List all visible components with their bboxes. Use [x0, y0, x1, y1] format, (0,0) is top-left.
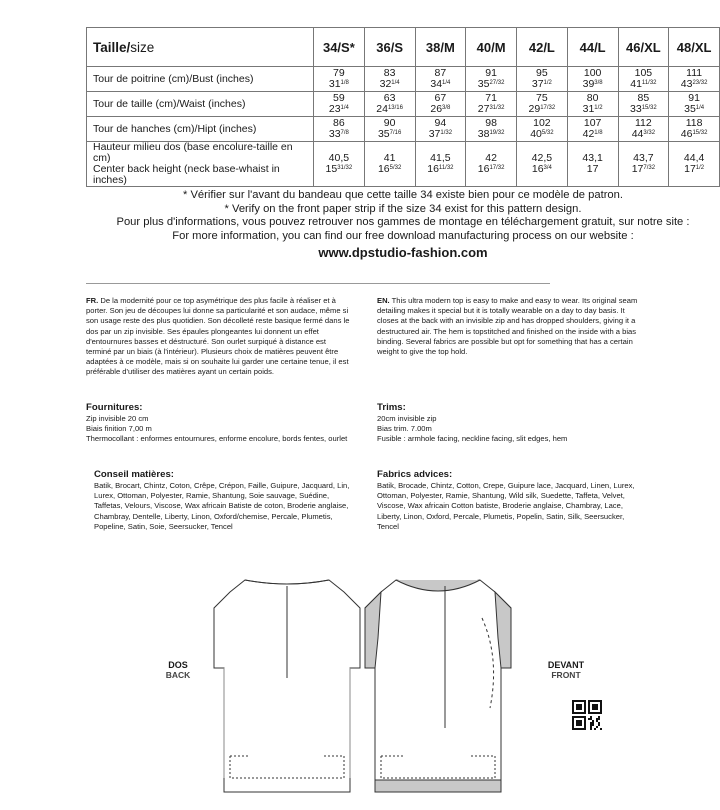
inch-value: [517, 164, 567, 175]
inch-whole: 39: [582, 78, 595, 90]
inch-fraction: 1/8: [340, 80, 349, 86]
size-header-5: 44/L: [567, 28, 618, 67]
measurement-cell: [314, 142, 365, 187]
inch-whole: 41: [630, 78, 642, 90]
inch-fraction: 7/16: [389, 130, 402, 136]
cm-value: 42: [485, 152, 497, 164]
inch-fraction: 31/32: [489, 105, 505, 111]
inch-fraction: 7/32: [643, 165, 656, 171]
inch-value: [314, 129, 364, 140]
inch-value: [568, 104, 618, 115]
cm-value: 105: [634, 67, 653, 79]
inch-fraction: 1/4: [442, 80, 451, 86]
inch-fraction: 1/2: [594, 105, 603, 111]
website-link[interactable]: www.dpstudio-fashion.com: [318, 245, 488, 260]
size-header-2: 38/M: [415, 28, 466, 67]
size-header-0: 34/S*: [314, 28, 365, 67]
inch-fraction: 3/8: [594, 80, 603, 86]
measurement-cell: [364, 92, 415, 117]
supplies-fr-item: Biais finition 7,00 m: [86, 424, 152, 434]
cm-value: 94: [434, 117, 447, 129]
inch-value: [365, 129, 415, 140]
inch-whole: 34: [430, 78, 443, 90]
inch-value: [416, 104, 466, 115]
inch-fraction: 1/2: [543, 80, 552, 86]
front-view-label: DEVANT FRONT: [547, 660, 585, 680]
supplies-fr-item: Zip invisible 20 cm: [86, 414, 149, 423]
cm-value: 107: [583, 117, 602, 129]
inch-fraction: 5/32: [541, 130, 554, 136]
cm-value: 43,1: [582, 152, 603, 164]
size-chart-table: [86, 27, 720, 187]
measurement-cell: [567, 92, 618, 117]
inch-whole: 24: [376, 103, 388, 115]
inch-whole: 17: [631, 163, 644, 175]
inch-value: [669, 129, 719, 140]
cm-value: 41,5: [430, 152, 451, 164]
inch-fraction: 11/32: [641, 80, 657, 86]
inch-fraction: 15/32: [641, 105, 657, 111]
qr-code-icon[interactable]: [571, 694, 605, 740]
size-header-label: Taille/size: [87, 28, 314, 67]
fabrics-en-list: Batik, Brocade, Chintz, Cotton, Crepe, Guipure lace, Jacquard, Linen, Lurex, Ottoman, Polyester, Ramie, Shantung, Wild silk, Suedette, Taffeta, Velvet, Viscose, Wax africain Cotton batiste, Broderie anglaise, Chambray, Lace, Liberty, Linon, Oxford, Percale, Plumetis, Popelin, Satin, Silk, Seersucker, Tencel: [377, 481, 635, 531]
inch-fraction: 1/4: [391, 80, 400, 86]
back-view-drawing: [214, 580, 360, 792]
supplies-en-item: 20cm invisible zip: [377, 414, 437, 423]
inch-whole: 29: [528, 103, 541, 115]
measurement-cell: [567, 67, 618, 92]
measurement-cell: [567, 117, 618, 142]
cm-value: 112: [635, 117, 652, 129]
measurement-row: [87, 92, 720, 117]
description-fr-text: De la modernité pour ce top asymétrique des plus facile à réaliser et à porter. Son jeu de découpes lui donne sa particularité et son audace, même si son usage reste des plus quotidien. Son décolleté reste basique fermé dans le dos par un zip invisible. Ses épaules plongeantes lui donnent un effet d'entournures basses et déstructuré. Son ourlet surpiqué à distance est terminé par un biais (à l'intérieur). Plusieurs choix de matières peuvent être adaptées à ce modèle, mais si on souhaite lui garder une certaine tenue, il est préférable d'utiliser des matières ayant un certain poids.: [86, 296, 350, 377]
inch-whole: 15: [325, 163, 338, 175]
inch-fraction: 31/32: [337, 165, 353, 171]
measurement-cell: [669, 117, 720, 142]
measurement-cell: [364, 67, 415, 92]
measurement-cell: [517, 117, 568, 142]
inch-fraction: 3/32: [643, 130, 656, 136]
inch-whole: 17: [684, 163, 696, 175]
inch-whole: 35: [684, 103, 696, 115]
measurement-cell: [517, 92, 568, 117]
description-en: EN. This ultra modern top is easy to make and easy to wear. Its original seam detailing makes it special but it is totally wearable on a day to day basis. It closes at the back with an invisible zip and has dropped shoulders, giving it a destructured air. The hem is topstitched and finished on the inside with a bias binding. Several fabrics are possible but opt for something that has a certain weight to give the top hold.: [377, 296, 638, 357]
inch-whole: 37: [428, 128, 441, 140]
cm-value: 42,5: [531, 152, 553, 164]
inch-value: [517, 104, 567, 115]
measurement-cell: [466, 117, 517, 142]
inch-fraction: 3/8: [442, 105, 451, 111]
size-header-3: 40/M: [466, 28, 517, 67]
inch-fraction: 23/32: [692, 80, 708, 86]
inch-whole: 16: [377, 163, 390, 175]
size-header-4: 42/L: [517, 28, 568, 67]
inch-value: [416, 129, 466, 140]
inch-value: [619, 104, 669, 115]
size-header-1: 36/S: [364, 28, 415, 67]
inch-fraction: 5/32: [389, 165, 402, 171]
inch-fraction: 17/32: [540, 105, 556, 111]
measurement-cell: [314, 117, 365, 142]
inch-whole: 44: [631, 128, 644, 140]
cm-value: 98: [485, 117, 497, 129]
measurement-label: Tour de hanches (cm)/Hipt (inches): [87, 117, 314, 142]
note-download-fr: Pour plus d'informations, vous pouvez retrouver nos gammes de montage en téléchargement gratuit, sur notre site :: [116, 216, 690, 228]
inch-value: [619, 79, 669, 90]
cm-value: 100: [583, 67, 602, 79]
measurement-label: Tour de taille (cm)/Waist (inches): [87, 92, 314, 117]
measurement-cell: [466, 92, 517, 117]
inch-value: [416, 79, 466, 90]
measurement-cell: [669, 92, 720, 117]
inch-whole: 46: [680, 128, 693, 140]
measurement-row: [87, 142, 720, 187]
inch-value: [568, 79, 618, 90]
inch-value: [365, 104, 415, 115]
cm-value: 75: [536, 92, 548, 104]
supplies-en: [377, 402, 643, 445]
inch-value: [669, 164, 719, 175]
size-header-6: 46/XL: [618, 28, 669, 67]
inch-fraction: 15/32: [692, 130, 708, 136]
inch-whole: 16: [427, 163, 439, 175]
inch-value: [314, 104, 364, 115]
measurement-cell: [567, 142, 618, 187]
fabrics-en-title: Fabrics advices:: [377, 469, 453, 480]
section-divider: [86, 283, 550, 284]
inch-whole: 31: [328, 78, 341, 90]
inch-fraction: 27/32: [489, 80, 505, 86]
inch-whole: 27: [477, 103, 490, 115]
inch-value: [365, 79, 415, 90]
cm-value: 87: [434, 67, 447, 79]
inch-fraction: 11/32: [438, 165, 454, 171]
measurement-cell: [669, 142, 720, 187]
front-view-drawing: [365, 580, 511, 792]
cm-value: 41: [383, 152, 396, 164]
cm-value: 63: [383, 92, 396, 104]
supplies-en-item: Bias trim. 7.00m: [377, 424, 432, 434]
inch-value: [517, 129, 567, 140]
inch-fraction: 17/32: [489, 165, 505, 171]
inch-whole: 26: [430, 103, 443, 115]
cm-value: 90: [383, 117, 396, 129]
measurement-cell: [314, 92, 365, 117]
supplies-en-item: Fusible : armhole facing, neckline facing, slit edges, hem: [377, 434, 568, 444]
inch-whole: 35: [377, 128, 390, 140]
inch-whole: 43: [680, 78, 693, 90]
measurement-label: [87, 142, 314, 187]
cm-value: 95: [536, 67, 548, 79]
inch-value: [365, 164, 415, 175]
inch-fraction: 19/32: [489, 130, 505, 136]
measurement-label: Tour de poitrine (cm)/Bust (inches): [87, 67, 314, 92]
inch-whole: 16: [477, 163, 490, 175]
supplies-en-title: Trims:: [377, 402, 406, 413]
measurement-cell: [466, 142, 517, 187]
inch-value: [466, 164, 516, 175]
inch-whole: 35: [477, 78, 490, 90]
fabrics-en: [377, 469, 643, 532]
cm-value: 118: [685, 117, 703, 129]
fabrics-fr-list: Batik, Brocart, Chintz, Coton, Crêpe, Crépon, Faille, Guipure, Jacquard, Lin, Lurex, Ottoman, Polyester, Ramie, Shantung, Soie sauvage, Suédine, Taffetas, Velours, Viscose, Wax africain Batiste de coton, Broderie anglaise, Chambray, Dentelle, Liberty, Linon, Oxford/chemise, Percale, Plumetis, Popeline, Satin, Soie, Seersucker, Tencel: [94, 481, 350, 531]
measurement-cell: [415, 117, 466, 142]
inch-whole: 33: [328, 128, 341, 140]
cm-value: 111: [686, 67, 703, 79]
measurement-cell: [415, 67, 466, 92]
inch-value: [517, 79, 567, 90]
inch-value: [416, 164, 466, 175]
inch-fraction: 1/2: [695, 165, 705, 171]
technical-drawings: [200, 568, 590, 800]
measurement-cell: [618, 92, 669, 117]
inch-value: [568, 129, 618, 140]
cm-value: 91: [688, 92, 700, 104]
measurement-cell: [466, 67, 517, 92]
inch-whole: 38: [477, 128, 490, 140]
inch-value: [314, 164, 364, 175]
description-fr: FR. De la modernité pour ce top asymétrique des plus facile à réaliser et à porter. Son jeu de découpes lui donne sa particularité et son audace, même si son usage reste des plus quotidien. Son décolleté reste basique fermé dans le dos par un zip invisible. Ses épaules plongeantes lui donnent un effet d'entournures basses et déstructuré. Son ourlet surpiqué à distance est terminé par un biais (à l'intérieur). Plusieurs choix de matières peuvent être adaptées à ce modèle, mais si on souhaite lui garder une certaine tenue, il est préférable d'utiliser des matières ayant un certain poids.: [86, 296, 350, 377]
inch-whole: 32: [379, 78, 392, 90]
size-header-row: [87, 28, 720, 67]
inch-value: [466, 129, 516, 140]
supplies-fr: [86, 402, 356, 445]
inch-fraction: 1/32: [440, 130, 453, 136]
measurement-cell: [415, 142, 466, 187]
measurement-cell: [364, 117, 415, 142]
fabrics-fr: [94, 469, 354, 532]
inch-value: [619, 164, 669, 175]
measurement-cell: [517, 142, 568, 187]
description-en-text: This ultra modern top is easy to make and easy to wear. Its original seam detailing makes it special but it is totally wearable on a day to day basis. It closes at the back with an invisible zip and has dropped shoulders, giving it a destructured air. The hem is topstitched and finished on the inside with a bias binding. Several fabrics are possible but opt for something that has a certain weight to give the top hold.: [377, 296, 638, 357]
measurement-cell: [618, 117, 669, 142]
inch-whole: 23: [328, 103, 341, 115]
cm-value: 71: [485, 92, 497, 104]
inch-whole: 16: [531, 163, 544, 175]
supplies-fr-title: Fournitures:: [86, 402, 143, 413]
inch-value: [669, 79, 719, 90]
measurement-cell: [314, 67, 365, 92]
inch-value: [466, 104, 516, 115]
inch-whole: 40: [530, 128, 542, 140]
measurement-label-line: Hauteur milieu dos (base encolure-taille en cm): [93, 141, 293, 164]
inch-value: [619, 129, 669, 140]
inch-value: [669, 104, 719, 115]
inch-fraction: 13/16: [387, 105, 403, 111]
cm-value: 40,5: [328, 152, 350, 164]
pattern-notes: [86, 189, 720, 260]
note-size-check-en: * Verify on the front paper strip if the size 34 exist for this pattern design.: [224, 202, 582, 215]
measurement-label-line: Center back height (neck base-whaist in inches): [93, 163, 280, 186]
measurement-cell: [618, 142, 669, 187]
note-download-en: For more information, you can find our free download manufacturing process on our website :: [172, 229, 634, 242]
cm-value: 43,7: [633, 152, 654, 164]
measurement-row: [87, 117, 720, 142]
inch-fraction: 3/4: [543, 165, 552, 171]
inch-value: [568, 164, 618, 175]
cm-value: 83: [383, 67, 396, 79]
inch-whole: 17: [586, 163, 599, 175]
measurement-cell: [618, 67, 669, 92]
measurement-cell: [364, 142, 415, 187]
size-header-7: 48/XL: [669, 28, 720, 67]
inch-fraction: 1/4: [340, 105, 349, 111]
measurement-cell: [669, 67, 720, 92]
note-size-check-fr: * Vérifier sur l'avant du bandeau que cette taille 34 existe bien pour ce modèle de patron.: [183, 189, 623, 201]
inch-fraction: 1/8: [594, 130, 603, 136]
back-view-label: DOS BACK: [165, 660, 191, 680]
cm-value: 67: [434, 92, 447, 104]
inch-whole: 31: [582, 103, 595, 115]
measurement-cell: [517, 67, 568, 92]
inch-whole: 37: [531, 78, 544, 90]
inch-fraction: 1/4: [695, 105, 705, 111]
cm-value: 59: [333, 92, 345, 104]
inch-value: [314, 79, 364, 90]
cm-value: 79: [333, 67, 345, 79]
cm-value: 86: [333, 117, 345, 129]
measurement-cell: [415, 92, 466, 117]
cm-value: 44,4: [683, 152, 705, 164]
cm-value: 85: [637, 92, 650, 104]
cm-value: 102: [533, 117, 551, 129]
inch-whole: 42: [582, 128, 595, 140]
fabrics-fr-title: Conseil matières:: [94, 469, 174, 480]
inch-whole: 33: [630, 103, 642, 115]
inch-fraction: 7/8: [340, 130, 349, 136]
inch-value: [466, 79, 516, 90]
measurement-row: [87, 67, 720, 92]
supplies-fr-item: Thermocollant : enformes entournures, enforme encolure, bords fentes, ourlet: [86, 434, 348, 444]
cm-value: 91: [485, 67, 497, 79]
cm-value: 80: [586, 92, 599, 104]
